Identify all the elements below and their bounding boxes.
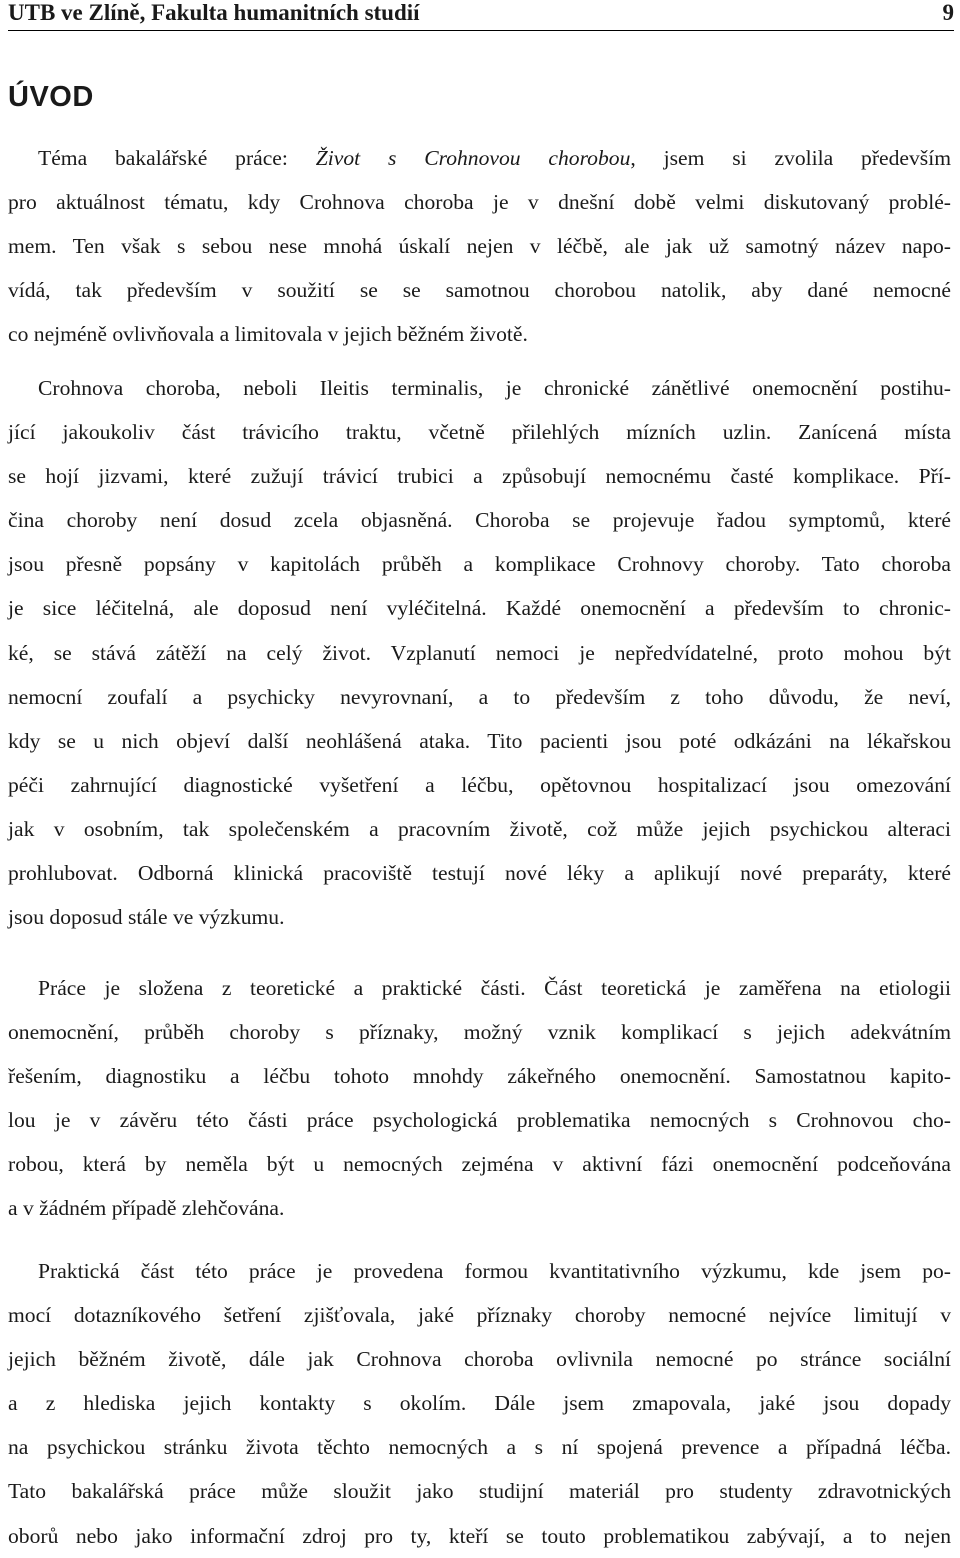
paragraph-1 bbox=[8, 136, 951, 356]
paragraph-line: ké, se stává zátěží na celý život. Vzplanutí nemoci je nepředvídatelné, proto mohou být bbox=[8, 640, 951, 665]
paragraph-line: mem. Ten však s sebou nese mnohá úskalí nejen v léčbě, ale jak už samotný název napo- bbox=[8, 234, 951, 259]
paragraph-line: mocí dotazníkového šetření zjišťovala, jaké příznaky choroby nemocné nejvíce limitují v bbox=[8, 1303, 951, 1328]
paragraph-line: jsou doposud stále ve výzkumu. bbox=[8, 905, 285, 930]
paragraph-line: Crohnova choroba, neboli Ileitis terminalis, je chronické zánětlivé onemocnění postihu- bbox=[38, 376, 951, 400]
paragraph-3 bbox=[8, 966, 951, 1231]
paragraph-line: Práce je složena z teoretické a praktické části. Část teoretická je zaměřena na etiologii bbox=[38, 976, 951, 1000]
page-number: 9 bbox=[942, 0, 954, 25]
paragraph-line: a v žádném případě zlehčována. bbox=[8, 1196, 285, 1221]
paragraph-line: oborů nebo jako informační zdroj pro ty, kteří se touto problematikou zabývají, a to nejen bbox=[8, 1523, 951, 1548]
line-text: , jsem si zvolila především bbox=[630, 146, 952, 170]
chapter-title: ÚVOD bbox=[8, 81, 94, 113]
thesis-title-emphasis: Život s Crohnovou chorobou bbox=[315, 146, 631, 170]
paragraph-line bbox=[8, 136, 951, 180]
paragraph-line: Tato bakalářská práce může sloužit jako studijní materiál pro studenty zdravotnických bbox=[8, 1479, 951, 1504]
paragraph-line: pro aktuálnost tématu, kdy Crohnova choroba je v dnešní době velmi diskutovaný problé- bbox=[8, 190, 951, 215]
paragraph-line: je sice léčitelná, ale doposud není vyléčitelná. Každé onemocnění a především to chronic- bbox=[8, 596, 951, 621]
line-text: Téma bakalářské práce: bbox=[38, 146, 316, 170]
paragraph-line: na psychickou stránku života těchto nemocných a s ní spojená prevence a případná léčba. bbox=[8, 1435, 951, 1460]
paragraph-line: lou je v závěru této části práce psychologická problematika nemocných s Crohnovou cho- bbox=[8, 1108, 951, 1133]
paragraph-line: péči zahrnující diagnostické vyšetření a léčbu, opětovnou hospitalizací jsou omezování bbox=[8, 772, 951, 797]
paragraph-line: onemocnění, průběh choroby s příznaky, možný vznik komplikací s jejich adekvátním bbox=[8, 1020, 951, 1045]
paragraph-line: jící jakoukoliv část trávicího traktu, včetně přilehlých mízních uzlin. Zanícená místa bbox=[8, 420, 951, 445]
paragraph-line: se hojí jizvami, které zužují trávicí trubici a způsobují nemocnému časté komplikace. Pří- bbox=[8, 464, 951, 489]
paragraph-line: co nejméně ovlivňovala a limitovala v jejich běžném životě. bbox=[8, 322, 528, 347]
paragraph-line: robou, která by neměla být u nemocných zejména v aktivní fázi onemocnění podceňována bbox=[8, 1152, 951, 1177]
paragraph-line: Praktická část této práce je provedena formou kvantitativního výzkumu, kde jsem po- bbox=[38, 1259, 951, 1283]
paragraph-line: prohlubovat. Odborná klinická pracoviště testují nové léky a aplikují nové preparáty, které bbox=[8, 861, 951, 886]
paragraph-line: řešením, diagnostiku a léčbu tohoto mnohdy zákeřného onemocnění. Samostatnou kapito- bbox=[8, 1064, 951, 1089]
header-school: UTB ve Zlíně, Fakulta humanitních studií bbox=[8, 0, 420, 25]
paragraph-line: jejich běžném životě, dále jak Crohnova choroba ovlivnila nemocné po stránce sociální bbox=[8, 1347, 951, 1372]
paragraph-4 bbox=[8, 1249, 951, 1558]
paragraph-line: kdy se u nich objeví další neohlášená ataka. Tito pacienti jsou poté odkázáni na lékařskou bbox=[8, 728, 951, 753]
paragraph-line: vídá, tak především v soužití se se samotnou chorobou natolik, aby dané nemocné bbox=[8, 278, 951, 303]
paragraph-line: jak v osobním, tak společenském a pracovním životě, což může jejich psychickou alteraci bbox=[8, 816, 951, 841]
page-header bbox=[8, 0, 954, 31]
paragraph-line: jsou přesně popsány v kapitolách průběh a komplikace Crohnovy choroby. Tato choroba bbox=[8, 552, 951, 577]
paragraph-2 bbox=[8, 366, 951, 939]
paragraph-line: a z hlediska jejich kontakty s okolím. Dále jsem zmapovala, jaké jsou dopady bbox=[8, 1391, 951, 1416]
paragraph-line: čina choroby není dosud zcela objasněná. Choroba se projevuje řadou symptomů, které bbox=[8, 508, 951, 533]
paragraph-line: nemocní zoufalí a psychicky nevyrovnaní, a to především z toho důvodu, že neví, bbox=[8, 684, 951, 709]
